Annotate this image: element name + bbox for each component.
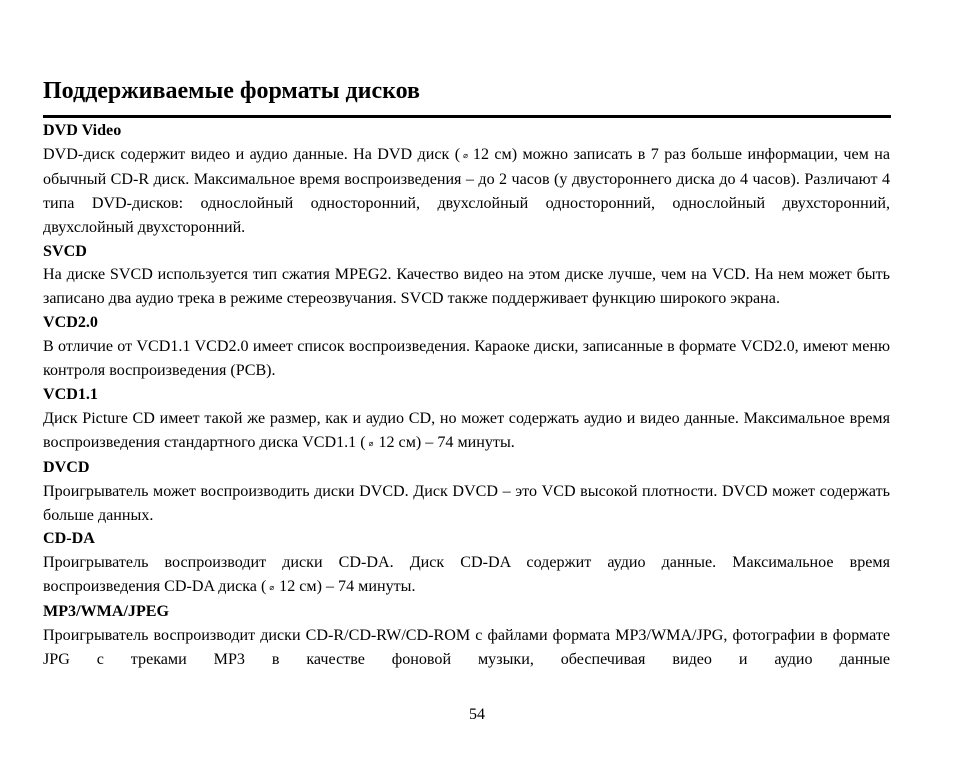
section-heading-cdda: CD-DA — [43, 530, 95, 548]
cdda-text-part-1: Проигрыватель воспроизводит диски CD-DA. Диск CD-DA содержит аудио данные. Максимальное время воспроизведения CD-DA диска ( — [43, 554, 890, 596]
page-number: 54 — [469, 706, 485, 723]
section-text-mp3: Проигрыватель воспроизводит диски CD-R/CD-RW/CD-ROM с файлами формата MP3/WMA/JPG, фотографии в формате JPG с треками MP3 в качестве фоновой музыки, обеспечивая видео и аудио данные — [43, 627, 890, 668]
dvd-text-part-1: DVD-диск содержит видео и аудио данные. На DVD диск ( — [43, 145, 461, 163]
vcd11-text-part-1: Диск Picture CD имеет такой же размер, как и аудио CD, но может содержать аудио и видео данные. Максимальное время воспроизведения стандартного диска VCD1.1 ( — [43, 409, 890, 451]
diameter-icon: ⌀ — [368, 438, 374, 448]
cdda-text-part-2: 12 см) – 74 минуты. — [279, 578, 416, 596]
vcd11-text-part-2: 12 см) – 74 минуты. — [378, 433, 515, 451]
section-text-cdda — [43, 551, 890, 600]
section-heading-dvcd: DVCD — [43, 458, 90, 476]
diameter-icon: ⌀ — [269, 583, 275, 593]
section-heading-vcd20: VCD2.0 — [43, 314, 98, 332]
section-heading-svcd: SVCD — [43, 242, 87, 260]
page-content — [43, 119, 890, 672]
section-heading-dvd: DVD Video — [43, 122, 122, 139]
section-text-vcd11 — [43, 407, 890, 456]
section-heading-vcd11: VCD1.1 — [43, 385, 98, 403]
dvd-text-part-2: 12 см) можно записать в 7 раз больше информации, чем на обычный CD-R диск. Максимальное время воспроизведения – до 2 часов (у двустороннего диска до 4 часов). Различают 4 типа DVD-дисков: однослойный односторонний, двухслойный односторонний, однослойный двухсторонний, двухслойный двухсторонний. — [43, 145, 890, 236]
title-underline — [43, 115, 891, 118]
section-text-dvcd: Проигрыватель может воспроизводить диски DVCD. Диск DVCD – это VCD высокой плотности. DVCD может содержать больше данных. — [43, 482, 890, 524]
diameter-icon: ⌀ — [463, 150, 468, 160]
section-heading-mp3: MP3/WMA/JPEG — [43, 603, 170, 621]
page-title: Поддерживаемые форматы дисков — [43, 78, 421, 104]
section-text-svcd: На диске SVCD используется тип сжатия MPEG2. Качество видео на этом диске лучше, чем на VCD. На нем может быть записано два аудио трека в режиме стереозвучания. SVCD также поддерживает функцию широкого экрана. — [43, 266, 890, 308]
section-text-dvd — [43, 143, 890, 240]
section-text-vcd20: В отличие от VCD1.1 VCD2.0 имеет список воспроизведения. Караоке диски, записанные в формате VCD2.0, имеют меню контроля воспроизведения (PCB). — [43, 338, 890, 380]
